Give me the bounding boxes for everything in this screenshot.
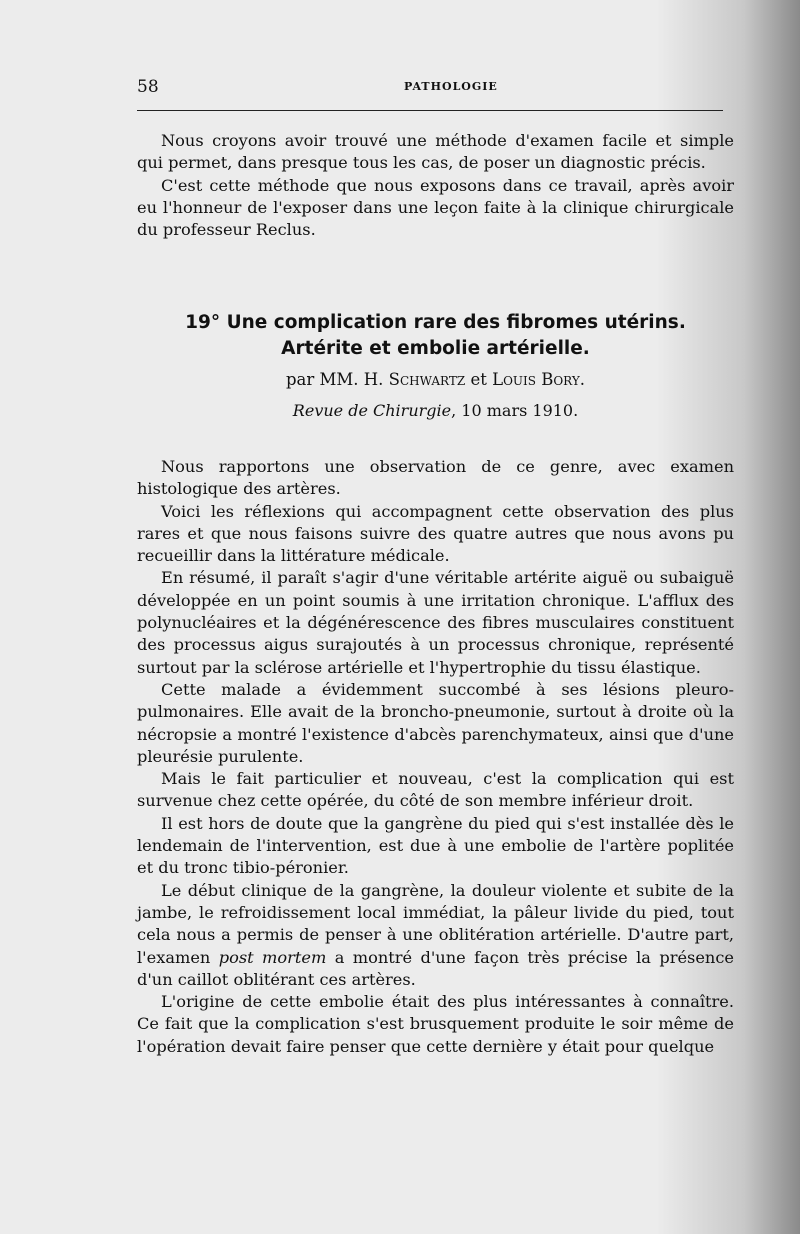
article-title-line-2: Artérite et embolie artérielle. <box>281 338 590 359</box>
article-paragraph-2: Voici les réflexions qui accompagnent cette observation des plus rares et que nous faisons suivre des quatre autres que nous avons pu recueillir dans la littérature médicale. <box>137 501 734 566</box>
article-paragraph-8: L'origine de cette embolie était des plus intéressantes à connaître. Ce fait que la complication s'est brusquement produite le soir même de l'opération devait faire penser que cette dernière y était pour quelque <box>137 992 734 1056</box>
article-body <box>137 456 734 1058</box>
article-paragraph-7 <box>137 880 734 991</box>
author-schwartz: Schwartz <box>388 370 466 389</box>
byline-connector: et <box>470 370 487 389</box>
paragraph-7-text-end: a montré d'une façon très précise la présence d'un caillot oblitérant ces artères. <box>137 947 734 989</box>
intro-paragraph-2: C'est cette méthode que nous exposons dans ce travail, après avoir eu l'honneur de l'exposer dans une leçon faite à la clinique chirurgicale du professeur Reclus. <box>137 175 734 240</box>
intro-paragraph-1: Nous croyons avoir trouvé une méthode d'examen facile et simple qui permet, dans presque tous les cas, de poser un diagnostic précis. <box>137 131 734 173</box>
author-bory: Louis Bory. <box>492 370 586 389</box>
article-paragraph-4: Cette malade a évidemment succombé à ses lésions pleuro-pulmonaires. Elle avait de la broncho-pneumonie, surtout à droite où la nécropsie a montré l'existence d'abcès parenchymateux, ainsi que d'une pleurésie purulente. <box>137 679 734 766</box>
article-paragraph-3: En résumé, il paraît s'agir d'une véritable artérite aiguë ou subaiguë développée en un point soumis à une irritation chronique. L'afflux des polynucléaires et la dégénérescence des fibres musculaires constituent des processus aigus surajoutés à un processus chronique, représenté surtout par la sclérose artérielle et l'hypertrophie du tissu élastique. <box>137 568 734 677</box>
source-date: , 10 mars 1910. <box>451 401 579 420</box>
paragraph-7-text-start: Le début clinique de la gangrène, la douleur violente et subite de la jambe, le refroidissement local immédiat, la pâleur livide du pied, tout cela nous a permis de penser à une oblitération artérielle. D'autre part, l'examen <box>137 880 734 967</box>
post-mortem-italic: post mortem <box>218 947 327 967</box>
byline-prefix: par MM. H. <box>285 370 384 389</box>
byline <box>137 369 734 391</box>
source-citation <box>137 400 734 422</box>
article-paragraph-6: Il est hors de doute que la gangrène du pied qui s'est installée dès le lendemain de l'intervention, est due à une embolie de l'artère poplitée et du tronc tibio-péronier. <box>137 813 734 878</box>
source-journal: Revue de Chirurgie <box>292 401 452 420</box>
article-title-line-1: 19° Une complication rare des fibromes utérins. <box>185 312 686 333</box>
article-paragraph-1: Nous rapportons une observation de ce genre, avec examen histologique des artères. <box>137 457 734 499</box>
article-paragraph-5: Mais le fait particulier et nouveau, c'est la complication qui est survenue chez cette opérée, du côté de son membre inférieur droit. <box>137 769 734 811</box>
running-title: PATHOLOGIE <box>404 80 498 93</box>
page-number: 58 <box>137 77 159 97</box>
intro-text <box>137 130 734 241</box>
header-rule <box>137 110 723 111</box>
running-head <box>137 77 723 97</box>
